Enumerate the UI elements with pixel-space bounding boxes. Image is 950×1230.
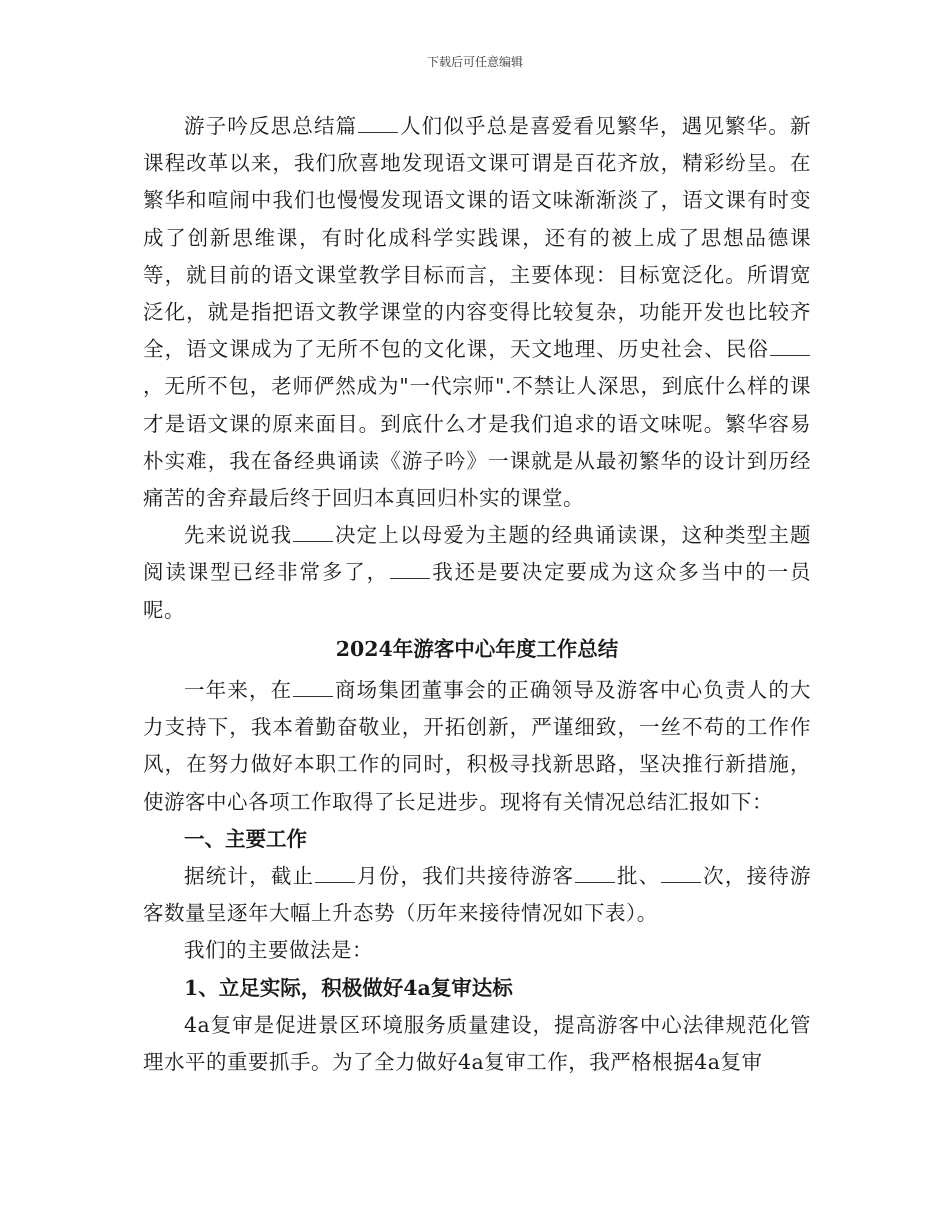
paragraph-statistics: 据统计，截止 月份，我们共接待游客 批、 次，接待游客数量呈逐年大幅上升态势（历年来接待情况如下表）。 xyxy=(143,864,812,926)
subsection-heading-4a: 1、立足实际，积极做好4a复审达标 xyxy=(184,975,513,1000)
page-header: 下载后可任意编辑 xyxy=(426,55,523,69)
fill-blank xyxy=(293,695,333,697)
section-heading-main-work: 一、主要工作 xyxy=(184,826,307,851)
paragraph-intro-choice: 先来说说我 决定上以母爱为主题的经典诵读课，这种类型主题阅读课型已经非常多了， 我还是要决定要成为这众多当中的一员呢。 xyxy=(143,523,812,622)
paragraph-methods-intro: 我们的主要做法是： xyxy=(184,938,373,963)
fill-blank xyxy=(770,354,810,356)
fill-blank xyxy=(390,577,430,579)
fill-blank xyxy=(293,540,333,542)
fill-blank xyxy=(358,131,398,133)
document-body xyxy=(143,108,811,1081)
document-title: 2024年游客中心年度工作总结 xyxy=(335,636,619,661)
fill-blank xyxy=(315,881,355,883)
paragraph-4a-review: 4a复审是促进景区环境服务质量建设，提高游客中心法律规范化管理水平的重要抓手。为了全力做好4a复审工作，我严格根据4a复审 xyxy=(143,1012,811,1075)
paragraph-reflection: 游子吟反思总结篇 人们似乎总是喜爱看见繁华，遇见繁华。新课程改革以来，我们欣喜地发现语文课可谓是百花齐放，精彩纷呈。在繁华和喧闹中我们也慢慢发现语文课的语文味渐渐淡了，语文课有时变成了创新思维课，有时化成科学实践课，还有的被上成了思想品德课等，就目前的语文课堂教学目标而言，主要体现：目标宽泛化。所谓宽泛化，就是指把语文教学课堂的内容变得比较复杂，功能开发也比较齐全，语文课成为了无所不包的文化课，天文地理、历史社会、民俗，无所不包，老师俨然成为"一代宗师".不禁让人深思，到底什么样的课才是语文课的原来面目。到底什么才是我们追求的语文味呢。繁华容易朴实难，我在备经典诵读《游子吟》一课就是从最初繁华的设计到历经痛苦的舍弃最后终于回归本真回归朴实的课堂。 xyxy=(143,114,812,511)
fill-blank xyxy=(575,881,615,883)
fill-blank xyxy=(661,881,701,883)
paragraph-summary-intro: 一年来，在 商场集团董事会的正确领导及游客中心负责人的大力支持下，我本着勤奋敬业，开拓创新，严谨细致，一丝不苟的工作作风，在努力做好本职工作的同时，积极寻找新思路，坚决推行新措施，使游客中心各项工作取得了长足进步。现将有关情况总结汇报如下： xyxy=(143,678,812,814)
